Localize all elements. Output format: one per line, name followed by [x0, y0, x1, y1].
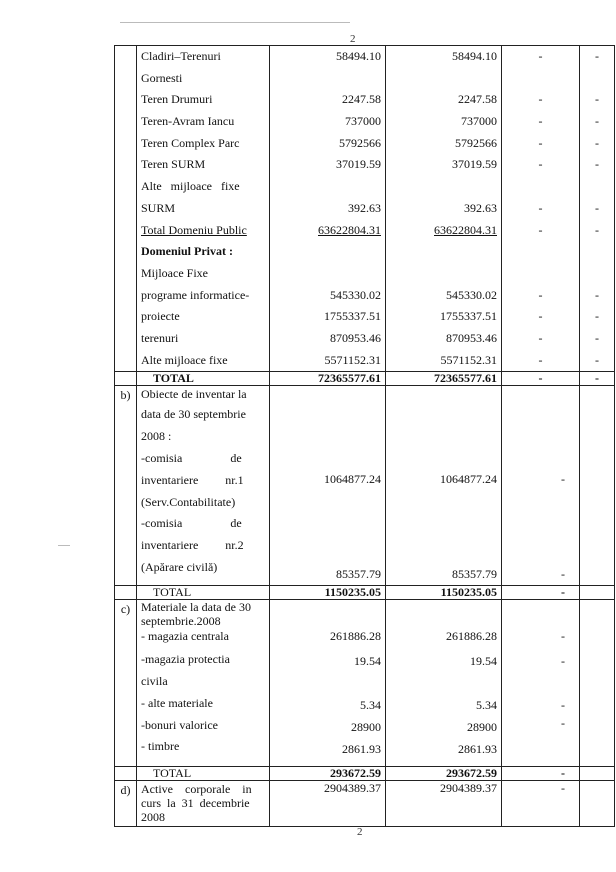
value	[274, 241, 381, 263]
letter-cell	[115, 767, 137, 781]
dash: -	[595, 92, 599, 107]
value: 5.34	[360, 698, 381, 713]
dash: -	[561, 654, 565, 669]
value	[390, 176, 497, 198]
dash: -	[595, 135, 599, 150]
value: 2904389.37	[386, 781, 502, 827]
dash	[506, 263, 575, 285]
value	[390, 68, 497, 90]
value	[390, 241, 497, 263]
value: 2247.58	[342, 92, 381, 107]
value: 19.54	[354, 654, 381, 669]
scan-mark	[120, 22, 350, 23]
row-label: -bonuri valorice	[141, 718, 218, 733]
dash: -	[561, 698, 565, 713]
total-label: TOTAL	[137, 586, 270, 600]
table-row	[115, 46, 615, 372]
page-number-top: 2	[350, 33, 356, 45]
value: 5.34	[476, 698, 497, 713]
total-value: 72365577.61	[270, 372, 386, 386]
row-label: Gornesti	[141, 70, 183, 85]
row-label: Mijloace Fixe	[141, 265, 208, 280]
value: 870953.46	[330, 330, 381, 345]
value: 261886.28	[330, 629, 381, 644]
value	[274, 68, 381, 90]
row-label: Teren-Avram Iancu	[141, 114, 235, 129]
dash	[506, 176, 575, 198]
dash: -	[502, 781, 580, 827]
dash	[506, 68, 575, 90]
row-label: Active corporale in	[141, 782, 252, 797]
row-label: Teren SURM	[141, 157, 206, 172]
column-6	[580, 586, 615, 600]
dash: -	[538, 49, 543, 63]
value: 545330.02	[330, 287, 381, 302]
row-label: Teren Drumuri	[141, 92, 213, 107]
inventory-table	[114, 45, 615, 827]
dash: -	[538, 200, 543, 215]
value: 1755337.51	[440, 309, 497, 324]
dash: -	[538, 287, 543, 302]
row-label: Alte mijloace fixe	[141, 352, 228, 367]
dash	[584, 176, 610, 198]
row-label: civila	[141, 674, 168, 689]
dash: -	[561, 716, 565, 731]
value: 2861.93	[458, 742, 497, 757]
section-letter: d)	[115, 781, 137, 827]
column-5	[502, 600, 580, 767]
value	[274, 176, 381, 198]
dash: -	[538, 352, 543, 367]
value: 870953.46	[446, 330, 497, 345]
total-value: 1150235.05	[270, 586, 386, 600]
value: 63622804.31	[434, 222, 497, 237]
value: 392.63	[348, 200, 381, 215]
row-label: SURM	[141, 200, 176, 215]
value: 85357.79	[452, 566, 497, 581]
value: 63622804.31	[318, 222, 381, 237]
value	[274, 263, 381, 285]
dash: -	[595, 330, 599, 345]
heading-line: Obiecte de inventar la	[141, 387, 247, 402]
dash: -	[595, 352, 599, 367]
value: 58494.10	[336, 49, 381, 63]
value-column-2	[386, 600, 502, 767]
value: 1064877.24	[324, 472, 381, 487]
row-label: Alte mijloace fixe	[141, 179, 240, 194]
value-column-1	[270, 386, 386, 586]
dash: -	[538, 309, 543, 324]
dash: -	[595, 287, 599, 302]
column-6	[580, 46, 615, 372]
value: 5792566	[455, 135, 497, 150]
dash	[584, 241, 610, 263]
letter-cell	[115, 372, 137, 386]
dash: -	[595, 309, 599, 324]
column-5	[502, 386, 580, 586]
total-label: TOTAL	[137, 767, 270, 781]
total-value: 1150235.05	[386, 586, 502, 600]
value: 1064877.24	[440, 472, 497, 487]
value: 737000	[461, 114, 497, 129]
letter-cell	[115, 46, 137, 372]
column-5	[502, 46, 580, 372]
dash: -	[561, 472, 565, 487]
scan-mark	[58, 545, 70, 546]
value-column-2	[386, 46, 502, 372]
dash: -	[595, 157, 599, 172]
dash	[506, 241, 575, 263]
column-6	[580, 600, 615, 767]
value: 37019.59	[452, 157, 497, 172]
dash	[584, 68, 610, 90]
value	[390, 263, 497, 285]
row-label: inventariere nr.2	[141, 538, 244, 553]
value: 28900	[351, 720, 381, 735]
dash: -	[538, 135, 543, 150]
description-cell	[137, 46, 270, 372]
description-cell	[137, 781, 270, 827]
row-label: programe informatice-	[141, 287, 250, 302]
dash: -	[502, 586, 580, 600]
total-row	[115, 586, 615, 600]
row-label: 2008	[141, 810, 165, 825]
total-value: 293672.59	[270, 767, 386, 781]
row-label: proiecte	[141, 309, 180, 324]
value: 5571152.31	[324, 352, 381, 367]
row-label: Teren Complex Parc	[141, 135, 240, 150]
section-heading: Materiale la data de 30 septembrie.2008	[141, 600, 251, 629]
table-row	[115, 781, 615, 827]
value: 2247.58	[458, 92, 497, 107]
dash: -	[595, 222, 599, 237]
section-letter: c)	[115, 600, 137, 767]
value: 2904389.37	[270, 781, 386, 827]
row-label: Cladiri–Terenuri	[141, 49, 221, 63]
row-label: -magazia protectia	[141, 652, 230, 667]
row-label: (Serv.Contabilitate)	[141, 494, 236, 509]
value: 58494.10	[452, 49, 497, 63]
row-label: - alte materiale	[141, 696, 213, 711]
value: 37019.59	[336, 157, 381, 172]
value: 2861.93	[342, 742, 381, 757]
total-value: 293672.59	[386, 767, 502, 781]
heading-line: 2008 :	[141, 429, 172, 444]
value: 737000	[345, 114, 381, 129]
value: 1755337.51	[324, 309, 381, 324]
total-row	[115, 767, 615, 781]
dash: -	[538, 92, 543, 107]
value: 5571152.31	[440, 352, 497, 367]
value: 392.63	[464, 200, 497, 215]
value: 85357.79	[336, 566, 381, 581]
dash: -	[595, 49, 599, 63]
row-label: Total Domeniu Public	[141, 222, 247, 237]
value: 28900	[467, 720, 497, 735]
section-letter: b)	[115, 386, 137, 586]
value: 261886.28	[446, 629, 497, 644]
row-label: (Apărare civilă)	[141, 559, 218, 574]
dash: -	[538, 222, 543, 237]
dash: -	[502, 767, 580, 781]
dash: -	[561, 629, 565, 644]
dash: -	[595, 114, 599, 129]
row-label: inventariere nr.1	[141, 473, 244, 487]
row-label: - timbre	[141, 739, 180, 754]
description-cell	[137, 386, 270, 586]
description-cell	[137, 600, 270, 767]
dash: -	[595, 200, 599, 215]
dash	[584, 263, 610, 285]
row-label: -comisia de	[141, 451, 242, 466]
dash: -	[538, 114, 543, 129]
value-column-1	[270, 46, 386, 372]
dash: -	[538, 330, 543, 345]
row-label: -comisia de	[141, 516, 242, 531]
table-row	[115, 386, 615, 586]
value: 5792566	[339, 135, 381, 150]
dash: -	[538, 157, 543, 172]
total-row	[115, 372, 615, 386]
value: 19.54	[470, 654, 497, 669]
row-label: terenuri	[141, 330, 179, 345]
dash: -	[561, 566, 565, 581]
value: 545330.02	[446, 287, 497, 302]
row-label: curs la 31 decembrie	[141, 796, 250, 811]
column-6	[580, 386, 615, 586]
dash: -	[502, 372, 580, 386]
section-heading	[141, 386, 265, 448]
value-column-2	[386, 386, 502, 586]
value-column-1	[270, 600, 386, 767]
letter-cell	[115, 586, 137, 600]
column-6	[580, 781, 615, 827]
total-value: 72365577.61	[386, 372, 502, 386]
heading-line: data de 30 septembrie	[141, 407, 246, 422]
table-row	[115, 600, 615, 767]
total-label: TOTAL	[137, 372, 270, 386]
page-number-bottom: 2	[357, 826, 363, 838]
row-label: - magazia centrala	[141, 630, 229, 644]
column-6	[580, 767, 615, 781]
private-domain-heading: Domeniul Privat :	[141, 244, 233, 259]
dash: -	[580, 372, 615, 386]
